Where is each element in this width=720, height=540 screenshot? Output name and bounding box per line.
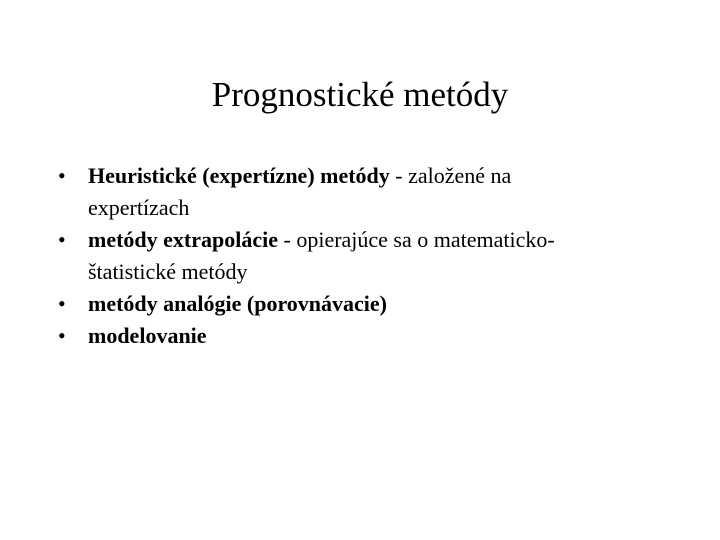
bullet-text: - opierajúce sa o matematicko-štatistické metódy [88,227,555,284]
list-item [58,160,618,224]
bullet-text: - založené na expertízach [88,163,512,220]
list-item [58,288,618,320]
bullet-list [58,160,618,352]
bullet-icon: • [58,291,66,316]
bullet-bold-text: Heuristické (expertízne) metódy [88,163,390,188]
bullet-bold-text: metódy analógie (porovnávacie) [88,291,388,316]
bullet-bold-text: modelovanie [88,323,207,348]
list-item [58,224,618,288]
list-item [58,320,618,352]
bullet-icon: • [58,323,66,348]
bullet-icon: • [58,227,66,252]
bullet-bold-text: metódy extrapolácie [88,227,278,252]
bullet-icon: • [58,163,66,188]
slide-title: Prognostické metódy [211,75,509,114]
